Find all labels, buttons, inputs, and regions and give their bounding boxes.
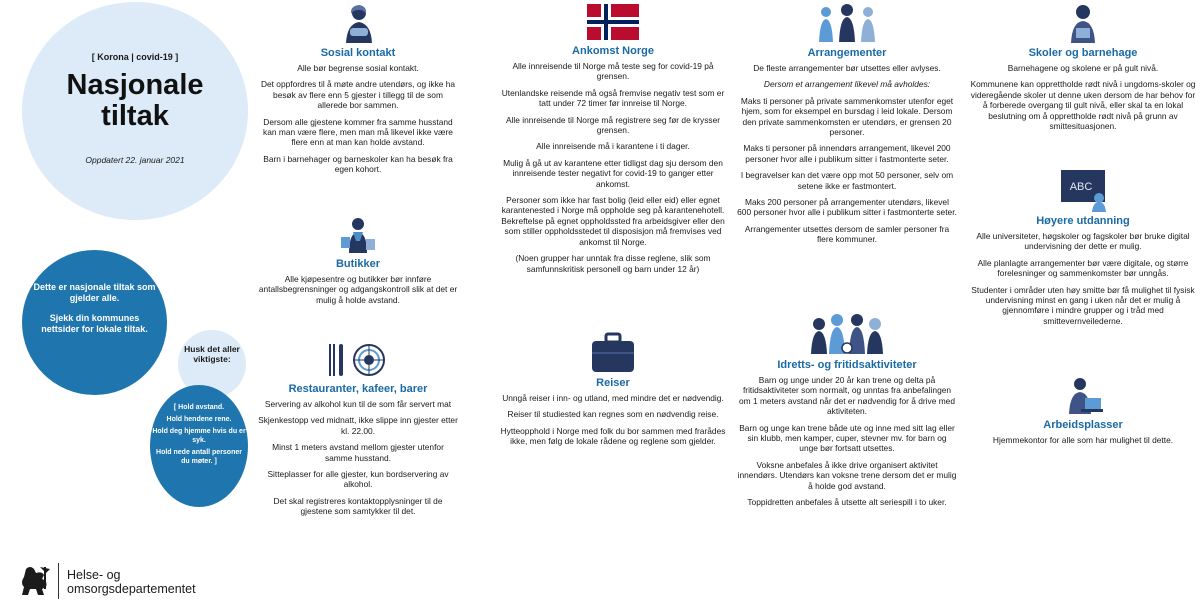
ministry-name-line2: omsorgsdepartementet (67, 582, 196, 596)
section-heading: Sosial kontakt (320, 47, 396, 59)
restaurant-icon (325, 340, 391, 380)
section-paragraph: Barn i barnehager og barneskoler kan ha besøk fra egen kohort. (263, 153, 453, 175)
section-arbeidsplasser (968, 376, 1198, 451)
section-sosial-kontakt (258, 2, 458, 181)
section-heading: Reiser (596, 377, 630, 389)
ministry-name (67, 568, 196, 596)
section-paragraph: Alle kjøpesentre og butikker bør innføre antallsbegrensninger og adgangskontroll slik at det er mulig å holde avstand. (258, 274, 458, 305)
section-paragraph: Barn og unge kan trene både ute og inne med sitt lag eller sin klubb, men kamper, cuper, stevner mv. for barn og unge bør fortsatt utsettes. (739, 422, 955, 454)
section-heading: Ankomst Norge (572, 45, 654, 57)
section-paragraph: Dersom alle gjestene kommer fra samme husstand kan man være flere, men man må likevel ikke være flere enn at man kan holde avstand. (263, 116, 453, 148)
updated-date: Oppdatert 22. januar 2021 (85, 155, 185, 165)
people-group-icon (812, 2, 882, 44)
section-paragraph: Maks ti personer på private sammenkomster utenfor eget hjem, som for eksempel en bursdag i leid lokale. Dersom den private sammenkomsten er utendørs, er grensen 20 personer. (740, 95, 954, 138)
shopping-person-icon (338, 215, 378, 255)
section-heading: Arrangementer (807, 47, 887, 59)
page-title-line2: tiltak (101, 100, 169, 132)
reminder-item: Hold hendene rene. (166, 416, 232, 423)
section-butikker (258, 215, 458, 311)
section-paragraph: Det oppfordres til å møte andre utendørs, og ikke ha besøk av flere enn 5 gjester i tillegg til de som allerede bor sammen. (260, 79, 456, 111)
info-text-national: Dette er nasjonale tiltak som gjelder alle. (33, 282, 156, 303)
reminder-item: Hold nede antall personer du møter. ] (156, 449, 242, 465)
section-paragraph: Studenter i områder uten høy smitte bør få mulighet til fysisk undervisning minst en gang i uken når det er mulig å gjennomføre i mindre grupper og i tråd med smittevernveilederne. (971, 284, 1195, 326)
sports-people-icon (807, 310, 887, 356)
section-heading: Idretts- og fritidsaktiviteter (777, 359, 917, 371)
section-paragraph: Dersom et arrangement likevel må avholdes: (763, 79, 931, 90)
section-paragraph: De fleste arrangementer bør utsettes eller avlyses. (753, 63, 941, 73)
laptop-worker-icon (1063, 376, 1103, 416)
section-paragraph: Maks ti personer på innendørs arrangement, likevel 200 personer hvor alle i publikum sitter i fastmonterte seter. (743, 143, 951, 164)
section-paragraph: Barnehagene og skolene er på gult nivå. (1007, 63, 1159, 73)
page-title (22, 70, 248, 132)
section-paragraph: Sitteplasser for alle gjester, kun bordservering av alkohol. (267, 469, 449, 490)
section-paragraph: Alle bør begrense sosial kontakt. (297, 63, 419, 73)
section-paragraph: Personer som ikke har fast bolig (leid eller eid) eller egnet karantenested i Norge må oppholde seg på karantenehotell. Bekreftelse på egnet oppholdssted fra arbeidsgiver eller den som stiller oppholdsstedet til disposisjon må fremvises ved ankomst til Norge. (501, 195, 725, 247)
section-heading: Høyere utdanning (1036, 215, 1130, 227)
section-ankomst-norge (498, 2, 728, 280)
section-paragraph: Minst 1 meters avstand mellom gjester utenfor samme husstand. (272, 442, 444, 463)
ministry-name-line1: Helse- og (67, 568, 121, 582)
lion-coat-of-arms-icon (18, 565, 52, 597)
section-paragraph: (Noen grupper har unntak fra disse reglene, slik som samfunnskritisk personell og barn under 12 år) (515, 253, 711, 274)
page-title-line1: Nasjonale (66, 69, 204, 101)
info-circle (22, 250, 167, 395)
footer-divider (58, 563, 59, 599)
section-paragraph: Voksne anbefales å ikke drive organisert aktivitet innendørs. Utendørs kan voksne trene dersom det er mulig å holde god avstand. (737, 459, 957, 491)
section-paragraph: Toppidretten anbefales å utsette alt seriespill i to uker. (747, 497, 947, 508)
section-paragraph: Mulig å gå ut av karantene etter tidligst dag sju dersom den innreisende tester negativt for covid-19 to ganger etter ankomst. (503, 157, 723, 189)
section-reiser (498, 332, 728, 453)
info-text-local: Sjekk din kommunes nettsider for lokale tiltak. (41, 313, 148, 334)
section-paragraph: Maks 200 personer på arrangementer utendørs, likevel 600 personer hvor alle i publikum sitter i fastmonterte seter. (737, 197, 957, 218)
section-paragraph: Skjenkestopp ved midnatt, ikke slippe inn gjester etter kl. 22.00. (258, 415, 458, 436)
section-paragraph: Kommunene kan opprettholde rødt nivå i ungdoms-skoler og videregående skoler ut denne uken dersom de har behov for å forberede overgang til gult nivå, eller skal ta en lokal beslutning om å opprettholde rødt nivå på grunn av smittesituasjonen. (970, 79, 1196, 132)
reminder-item: Hold deg hjemme hvis du er syk. (152, 428, 246, 444)
section-paragraph: Alle planlagte arrangementer bør være digitale, og større forelesninger og sammenkomster bør unngås. (977, 257, 1189, 279)
column-4 (968, 0, 1198, 560)
topic-tag: [ Korona | covid-19 ] (91, 52, 179, 62)
section-restauranter (258, 340, 458, 523)
column-1 (258, 0, 458, 560)
section-heading: Arbeidsplasser (1043, 419, 1123, 431)
section-paragraph: Barn og unge under 20 år kan trene og delta på fritidsaktiviteter som normalt, og unntas fra anbefalingen om 1 meters avstand når det er nødvendig for å drive med aktiviteten. (739, 375, 955, 417)
suitcase-icon (590, 332, 636, 374)
student-icon (1065, 2, 1101, 44)
section-idrett (737, 310, 957, 513)
section-paragraph: Utenlandske reisende må også fremvise negativ test som er tatt under 72 timer før innreise til Norge. (501, 87, 725, 109)
section-paragraph: Hjemmekontor for alle som har mulighet til dette. (992, 435, 1174, 445)
section-heading: Butikker (335, 258, 381, 270)
section-paragraph: Hytteopphold i Norge med folk du bor sammen med frarådes ikke, men følg de lokale rådene og reglene som gjelder. (500, 425, 726, 447)
husk-text: Husk det aller viktigste: (184, 344, 240, 364)
section-arrangementer (737, 2, 957, 251)
section-paragraph: Arrangementer utsettes dersom de samler personer fra flere kommuner. (744, 223, 950, 245)
section-paragraph: Det skal registreres kontaktopplysninger til de gjestene som samtykker til det. (273, 495, 443, 517)
section-paragraph: Alle universiteter, høgskoler og fagskoler bør bruke digital undervisning der dette er mulig. (976, 231, 1190, 252)
woman-icon (338, 2, 378, 44)
section-paragraph: Reiser til studiested kan regnes som en nødvendig reise. (507, 409, 719, 420)
section-paragraph: Unngå reiser i inn- og utland, med mindre det er nødvendig. (502, 393, 724, 403)
reminders-circle (150, 385, 248, 507)
section-paragraph: Alle innreisende til Norge må registrere seg før de krysser grensen. (505, 114, 721, 136)
column-3 (737, 0, 957, 560)
section-skoler (968, 2, 1198, 137)
section-paragraph: I begravelser kan det være opp mot 50 personer, selv om setene ikke er fastmontert. (740, 170, 954, 191)
section-paragraph: Servering av alkohol kun til de som får servert mat (264, 399, 452, 409)
blackboard-icon (1059, 168, 1107, 212)
reminder-item: [ Hold avstand. (173, 404, 225, 411)
section-paragraph: Alle innreisende må i karantene i ti dager. (536, 141, 690, 152)
norway-flag-icon (587, 2, 639, 42)
column-2 (498, 0, 728, 560)
blackboard-text: ABC (1069, 181, 1093, 193)
section-hoyere-utdanning (968, 168, 1198, 332)
section-heading: Skoler og barnehage (1028, 47, 1138, 59)
section-heading: Restauranter, kafeer, barer (288, 383, 428, 395)
section-paragraph: Alle innreisende til Norge må teste seg for covid-19 på grensen. (512, 61, 714, 82)
intro-circle (22, 2, 248, 220)
